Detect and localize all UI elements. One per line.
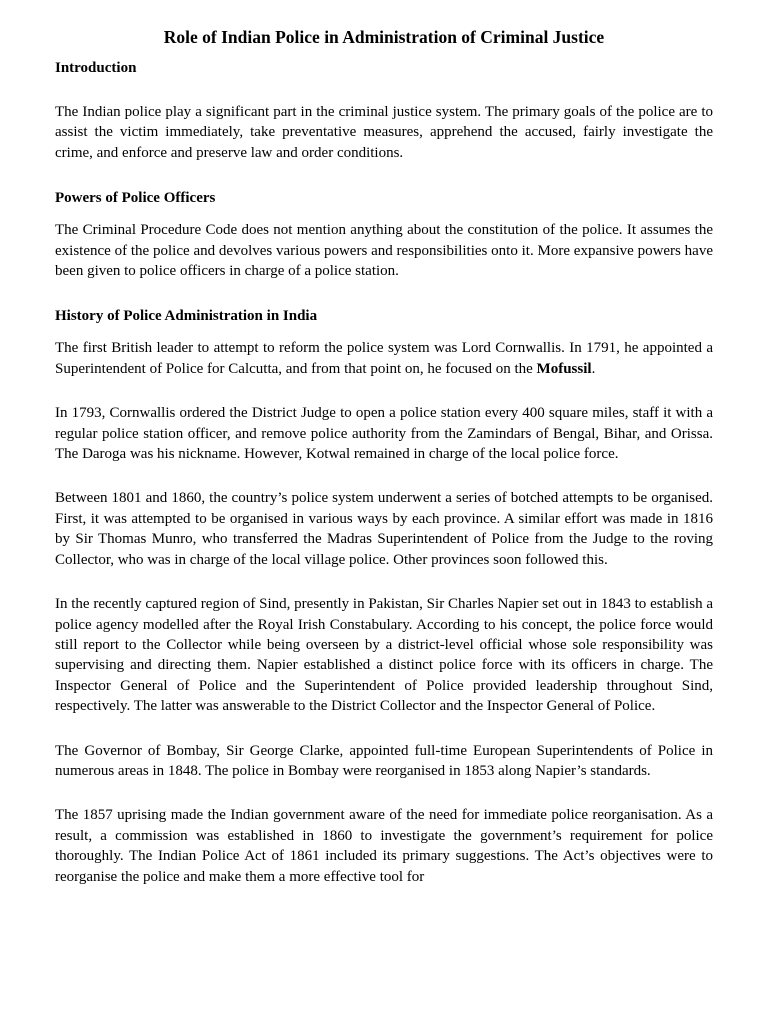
heading-history-of-police-administration: History of Police Administration in India [55,308,318,325]
paragraph-text: The first British leader to attempt to reform the police system was Lord Cornwallis. In 1791, he appointed a Superintendent of Police for Calcutta, and from that point on, he focused on the [55,340,713,377]
heading-powers-of-police-officers: Powers of Police Officers [55,190,216,207]
paragraph-history-sind-1843: In the recently captured region of Sind, presently in Pakistan, Sir Charles Napier set out in 1843 to establish a police agency modelled after the Royal Irish Constabulary. According to his concept, the police force would still report to the Collector while being overseen by a district-level official whose sole responsibility was supervising and directing them. Napier established a distinct police force with its officers in charge. The Inspector General of Police and the Superintendent of Police provided leadership throughout Sind, respectively. The latter was answerable to the District Collector and the Inspector General of Police. [55,596,713,715]
document-title: Role of Indian Police in Administration of Criminal Justice [163,27,605,47]
paragraph-history-1857-uprising: The 1857 uprising made the Indian government aware of the need for immediate police reorganisation. As a result, a commission was established in 1860 to investigate the government’s requirement for police thoroughly. The Indian Police Act of 1861 included its primary suggestions. The Act’s objectives were to reorganise the police and make them a more effective tool for [55,807,713,885]
paragraph-history-cornwallis-1791 [55,338,713,379]
paragraph-powers: The Criminal Procedure Code does not mention anything about the constitution of the police. It assumes the existence of the police and devolves various powers and responsibilities onto it. More expansive powers have been given to police officers in charge of a police station. [55,222,713,280]
paragraph-text: . [591,360,596,377]
paragraph-history-1793: In 1793, Cornwallis ordered the District Judge to open a police station every 400 square miles, staff it with a regular police station officer, and remove police authority from the Zamindars of Bengal, Bihar, and Orissa. The Daroga was his nickname. However, Kotwal remained in charge of the local police force. [55,405,713,463]
paragraph-introduction: The Indian police play a significant part in the criminal justice system. The primary goals of the police are to assist the victim immediately, take preventative measures, apprehend the accused, fairly investigate the crime, and enforce and preserve law and order conditions. [55,104,713,161]
paragraph-history-bombay-1848: The Governor of Bombay, Sir George Clarke, appointed full-time European Superintendents of Police in numerous areas in 1848. The police in Bombay were reorganised in 1853 along Napier’s standards. [55,742,713,779]
heading-introduction: Introduction [55,60,137,76]
document-page [55,26,713,887]
bold-term-mofussil: Mofussil [536,360,592,377]
paragraph-history-1801-1860: Between 1801 and 1860, the country’s police system underwent a series of botched attempts to be organised. First, it was attempted to be organised in various ways by each province. A similar effort was made in 1816 by Sir Thomas Munro, who transferred the Madras Superintendent of Police from the Judge to the roving Collector, who was in charge of the local village police. Other provinces soon followed this. [55,490,713,568]
